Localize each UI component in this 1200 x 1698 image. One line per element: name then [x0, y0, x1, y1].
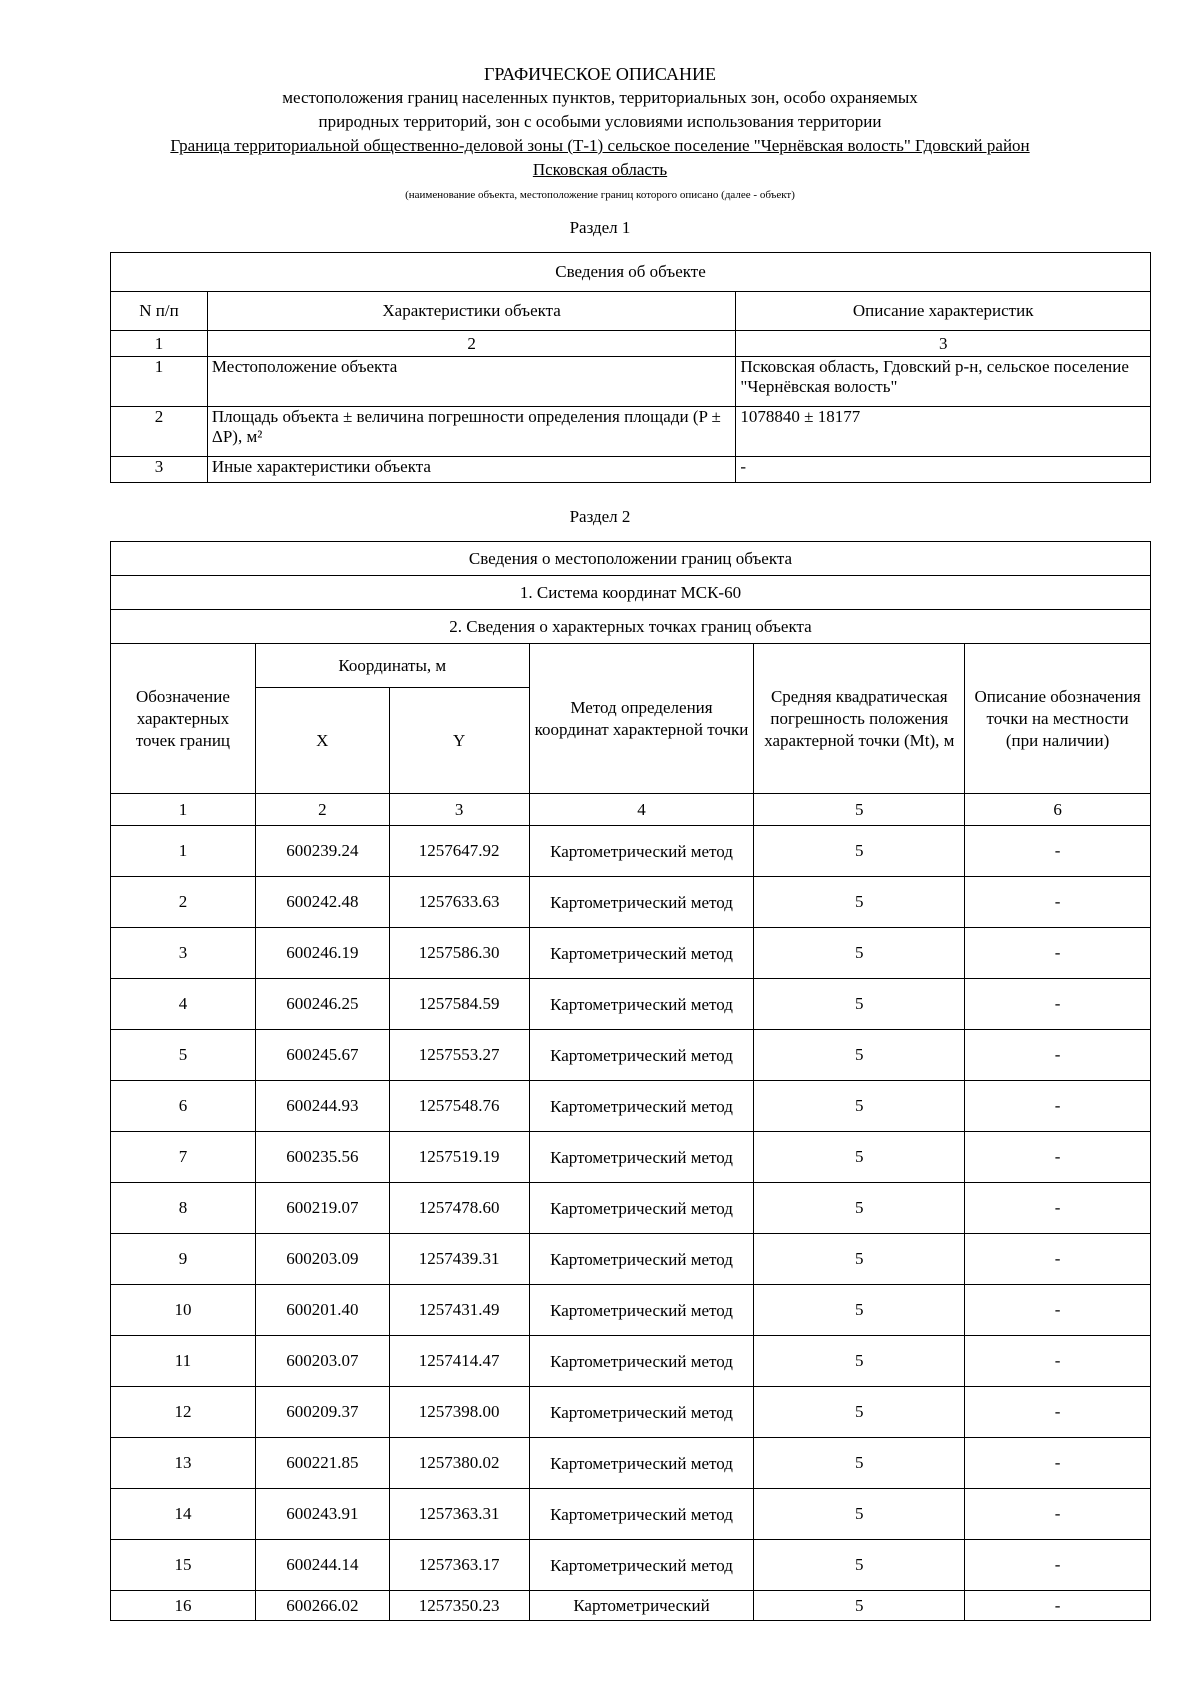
row-number: 1: [111, 357, 208, 407]
point-description: -: [965, 1183, 1151, 1234]
coord-x: 600266.02: [255, 1591, 389, 1621]
coord-y: 1257553.27: [389, 1030, 529, 1081]
method: Картометрический метод: [529, 826, 754, 877]
point-description: -: [965, 1234, 1151, 1285]
table-row: [111, 1489, 1151, 1540]
table-row: [111, 457, 1151, 483]
point-description: -: [965, 1030, 1151, 1081]
col-number: 4: [529, 794, 754, 826]
point-description: -: [965, 826, 1151, 877]
point-description: -: [965, 1540, 1151, 1591]
mean-error: 5: [754, 826, 965, 877]
mean-error: 5: [754, 928, 965, 979]
point-description: -: [965, 877, 1151, 928]
characteristic: Площадь объекта ± величина погрешности определения площади (P ± ΔP), м²: [207, 407, 735, 457]
point-description: -: [965, 1132, 1151, 1183]
mean-error: 5: [754, 1132, 965, 1183]
object-caption: (наименование объекта, местоположение границ которого описано (далее - объект): [405, 189, 795, 201]
coord-y: 1257380.02: [389, 1438, 529, 1489]
mean-error: 5: [754, 1591, 965, 1621]
coord-x: 600201.40: [255, 1285, 389, 1336]
coord-x: 600209.37: [255, 1387, 389, 1438]
row-number: 2: [111, 407, 208, 457]
point-number: 11: [111, 1336, 256, 1387]
point-description: -: [965, 1591, 1151, 1621]
method: Картометрический метод: [529, 1489, 754, 1540]
method: Картометрический метод: [529, 979, 754, 1030]
method: Картометрический метод: [529, 1285, 754, 1336]
document-title: ГРАФИЧЕСКОЕ ОПИСАНИЕ: [483, 64, 717, 84]
header-point-description: Описание обозначения точки на местности (при наличии): [965, 644, 1151, 794]
point-description: -: [965, 1081, 1151, 1132]
coord-x: 600219.07: [255, 1183, 389, 1234]
subtitle-line-1: местоположения границ населенных пунктов, территориальных зон, особо охраняемых: [282, 88, 918, 107]
characteristic-value: -: [736, 457, 1151, 483]
table-row: [111, 979, 1151, 1030]
point-number: 8: [111, 1183, 256, 1234]
subtitle-line-2: природных территорий, зон с особыми условиями использования территории: [318, 112, 882, 131]
point-number: 5: [111, 1030, 256, 1081]
method: Картометрический метод: [529, 1387, 754, 1438]
table-row: [111, 1540, 1151, 1591]
header-error: Средняя квадратическая погрешность положения характерной точки (Mt), м: [754, 644, 965, 794]
point-number: 12: [111, 1387, 256, 1438]
point-number: 3: [111, 928, 256, 979]
coord-y: 1257586.30: [389, 928, 529, 979]
col-number: 3: [389, 794, 529, 826]
coord-y: 1257519.19: [389, 1132, 529, 1183]
point-number: 14: [111, 1489, 256, 1540]
coord-y: 1257478.60: [389, 1183, 529, 1234]
mean-error: 5: [754, 1030, 965, 1081]
method: Картометрический метод: [529, 1132, 754, 1183]
mean-error: 5: [754, 1336, 965, 1387]
coord-y: 1257548.76: [389, 1081, 529, 1132]
table-row: [111, 1081, 1151, 1132]
point-number: 13: [111, 1438, 256, 1489]
mean-error: 5: [754, 1234, 965, 1285]
table-row: [111, 1387, 1151, 1438]
col-number: 1: [111, 331, 208, 357]
point-description: -: [965, 1336, 1151, 1387]
mean-error: 5: [754, 1387, 965, 1438]
method: Картометрический: [529, 1591, 754, 1621]
header-y: Y: [389, 688, 529, 794]
coord-y: 1257350.23: [389, 1591, 529, 1621]
point-number: 9: [111, 1234, 256, 1285]
point-number: 10: [111, 1285, 256, 1336]
object-info-table: [110, 252, 1151, 483]
point-description: -: [965, 1285, 1151, 1336]
table-row: [111, 877, 1151, 928]
object-name-line-1: Граница территориальной общественно-деловой зоны (Т-1) сельское поселение "Чернёвская волость" Гдовский район: [170, 136, 1030, 155]
point-description: -: [965, 979, 1151, 1030]
coord-y: 1257647.92: [389, 826, 529, 877]
coord-y: 1257363.17: [389, 1540, 529, 1591]
table-row: [111, 407, 1151, 457]
mean-error: 5: [754, 1183, 965, 1234]
coord-x: 600246.25: [255, 979, 389, 1030]
table-row: [111, 928, 1151, 979]
coord-y: 1257363.31: [389, 1489, 529, 1540]
section-2-label: Раздел 2: [569, 507, 631, 526]
point-number: 2: [111, 877, 256, 928]
col-number: 3: [736, 331, 1151, 357]
header-characteristics: Характеристики объекта: [207, 292, 735, 331]
point-description: -: [965, 1438, 1151, 1489]
header-designation: Обозначение характерных точек границ: [111, 644, 256, 794]
header-description: Описание характеристик: [736, 292, 1151, 331]
coord-y: 1257398.00: [389, 1387, 529, 1438]
method: Картометрический метод: [529, 1336, 754, 1387]
coord-y: 1257584.59: [389, 979, 529, 1030]
mean-error: 5: [754, 877, 965, 928]
object-name-line-2: Псковская область: [532, 160, 668, 179]
coord-x: 600203.07: [255, 1336, 389, 1387]
mean-error: 5: [754, 1489, 965, 1540]
point-description: -: [965, 1387, 1151, 1438]
point-number: 6: [111, 1081, 256, 1132]
table-row: [111, 1285, 1151, 1336]
method: Картометрический метод: [529, 1030, 754, 1081]
section-1-label: Раздел 1: [569, 218, 631, 237]
coord-y: 1257633.63: [389, 877, 529, 928]
coord-x: 600243.91: [255, 1489, 389, 1540]
document-header: [0, 62, 1200, 202]
method: Картометрический метод: [529, 1438, 754, 1489]
mean-error: 5: [754, 979, 965, 1030]
col-number: 2: [207, 331, 735, 357]
header-coordinates: Координаты, м: [255, 644, 529, 688]
characteristic: Иные характеристики объекта: [207, 457, 735, 483]
points-title: 2. Сведения о характерных точках границ объекта: [111, 610, 1151, 644]
method: Картометрический метод: [529, 877, 754, 928]
coord-y: 1257431.49: [389, 1285, 529, 1336]
mean-error: 5: [754, 1438, 965, 1489]
table-row: [111, 1234, 1151, 1285]
coord-x: 600245.67: [255, 1030, 389, 1081]
col-number: 2: [255, 794, 389, 826]
method: Картометрический метод: [529, 1540, 754, 1591]
characteristic: Местоположение объекта: [207, 357, 735, 407]
coord-x: 600244.93: [255, 1081, 389, 1132]
characteristic-value: Псковская область, Гдовский р-н, сельское поселение "Чернёвская волость": [736, 357, 1151, 407]
method: Картометрический метод: [529, 1234, 754, 1285]
method: Картометрический метод: [529, 1183, 754, 1234]
table-row: [111, 1591, 1151, 1621]
table-row: [111, 1132, 1151, 1183]
coord-x: 600246.19: [255, 928, 389, 979]
object-info-title: Сведения об объекте: [111, 253, 1151, 292]
table-row: [111, 357, 1151, 407]
table-row: [111, 1183, 1151, 1234]
header-x: X: [255, 688, 389, 794]
point-number: 4: [111, 979, 256, 1030]
coord-y: 1257414.47: [389, 1336, 529, 1387]
header-n: N п/п: [111, 292, 208, 331]
coord-x: 600235.56: [255, 1132, 389, 1183]
point-number: 7: [111, 1132, 256, 1183]
header-method: Метод определения координат характерной точки: [529, 644, 754, 794]
coord-x: 600221.85: [255, 1438, 389, 1489]
point-description: -: [965, 928, 1151, 979]
boundaries-title: Сведения о местоположении границ объекта: [111, 542, 1151, 576]
row-number: 3: [111, 457, 208, 483]
col-number: 1: [111, 794, 256, 826]
point-number: 16: [111, 1591, 256, 1621]
point-description: -: [965, 1489, 1151, 1540]
boundary-points-table: [110, 541, 1151, 1621]
coord-x: 600242.48: [255, 877, 389, 928]
coord-y: 1257439.31: [389, 1234, 529, 1285]
col-number: 6: [965, 794, 1151, 826]
method: Картометрический метод: [529, 1081, 754, 1132]
table-row: [111, 1336, 1151, 1387]
method: Картометрический метод: [529, 928, 754, 979]
mean-error: 5: [754, 1285, 965, 1336]
col-number: 5: [754, 794, 965, 826]
table-row: [111, 826, 1151, 877]
table-row: [111, 1030, 1151, 1081]
point-number: 15: [111, 1540, 256, 1591]
point-number: 1: [111, 826, 256, 877]
coordinate-system: 1. Система координат МСК-60: [111, 576, 1151, 610]
coord-x: 600244.14: [255, 1540, 389, 1591]
coord-x: 600203.09: [255, 1234, 389, 1285]
table-row: [111, 1438, 1151, 1489]
characteristic-value: 1078840 ± 18177: [736, 407, 1151, 457]
coord-x: 600239.24: [255, 826, 389, 877]
mean-error: 5: [754, 1540, 965, 1591]
mean-error: 5: [754, 1081, 965, 1132]
